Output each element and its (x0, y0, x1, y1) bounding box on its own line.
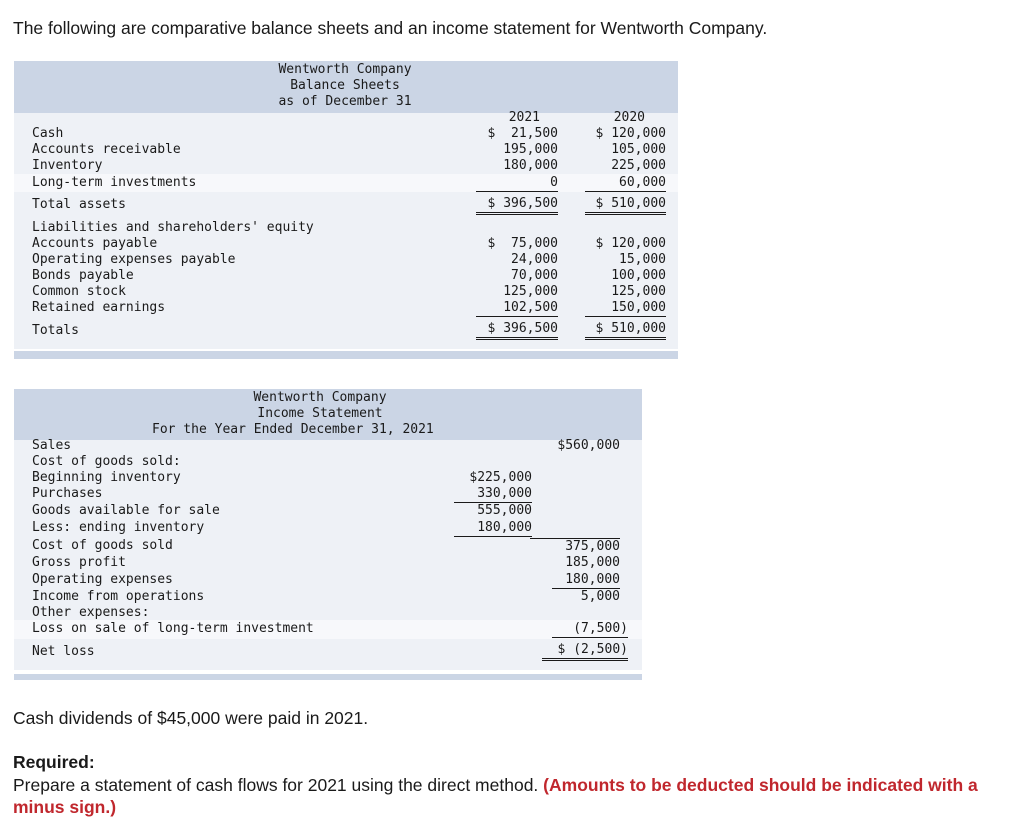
bs-label-bonds-payable: Bonds payable (32, 268, 134, 283)
bs-bonds-2021: 70,000 (511, 268, 558, 283)
bs-label-accounts-payable: Accounts payable (32, 236, 158, 251)
is-label-loss-on-sale: Loss on sale of long-term investment (32, 621, 314, 636)
is-cogs-header: Cost of goods sold: (32, 454, 181, 469)
is-loss-on-sale-value: (7,500) (552, 621, 628, 638)
bs-cash-2021: $ 21,500 (487, 126, 558, 141)
bs-col-2021: 2021 (508, 110, 540, 125)
required-instruction: Prepare a statement of cash flows for 2021 using the direct method. (13, 775, 539, 795)
bs-inventory-2020: 225,000 (611, 158, 666, 173)
bs-label-accounts-receivable: Accounts receivable (32, 142, 181, 157)
bs-ap-2021: $ 75,000 (487, 236, 558, 251)
is-label-operating-expenses: Operating expenses (32, 572, 173, 587)
bs-label-inventory: Inventory (32, 158, 103, 173)
is-label-sales: Sales (32, 438, 72, 453)
is-title-period: For the Year Ended December 31, 2021 (152, 422, 434, 437)
is-goods-available-value: 555,000 (477, 503, 532, 518)
is-operating-expenses-value: 180,000 (552, 572, 620, 589)
is-label-purchases: Purchases (32, 486, 103, 501)
bs-totals-2021: $ 396,500 (476, 321, 558, 340)
is-title-statement: Income Statement (257, 406, 383, 421)
bs-total-assets-2020: $ 510,000 (585, 196, 666, 215)
bs-title-company: Wentworth Company (278, 62, 412, 77)
bs-label-long-term-investments: Long-term investments (32, 175, 197, 190)
bs-label-common-stock: Common stock (32, 284, 126, 299)
bs-lti-2021: 0 (476, 175, 558, 192)
bs-label-totals: Totals (32, 323, 79, 338)
bs-label-retained-earnings: Retained earnings (32, 300, 166, 315)
bs-common-stock-2020: 125,000 (611, 284, 666, 299)
bs-inventory-2021: 180,000 (503, 158, 558, 173)
bs-title-statement: Balance Sheets (290, 78, 400, 93)
required-emphasis: (Amounts to be deducted should be indicated with a minus sign.) (13, 775, 978, 817)
bs-label-cash: Cash (32, 126, 64, 141)
bs-col-2020: 2020 (613, 110, 645, 125)
is-label-net-loss: Net loss (32, 644, 95, 659)
dividends-note: Cash dividends of $45,000 were paid in 2021. (13, 708, 369, 728)
bs-re-2020: 150,000 (585, 300, 666, 317)
is-label-income-from-operations: Income from operations (32, 589, 205, 604)
required-heading: Required: (13, 752, 95, 772)
is-label-gross-profit: Gross profit (32, 555, 126, 570)
is-label-ending-inventory: Less: ending inventory (32, 520, 205, 535)
is-title-company: Wentworth Company (253, 390, 387, 405)
bs-ar-2020: 105,000 (611, 142, 666, 157)
bs-cash-2020: $ 120,000 (595, 126, 666, 141)
is-other-expenses-header: Other expenses: (32, 605, 150, 620)
income-statement-footer-bar (14, 674, 642, 680)
is-sales-value: $560,000 (557, 438, 620, 453)
intro-text: The following are comparative balance sheets and an income statement for Wentworth Company. (13, 18, 768, 38)
required-text (13, 774, 1013, 818)
bs-lti-2020: 60,000 (585, 175, 666, 192)
is-label-cost-of-goods-sold: Cost of goods sold (32, 538, 173, 553)
bs-common-stock-2021: 125,000 (503, 284, 558, 299)
balance-sheet-footer-bar (14, 351, 678, 359)
is-gross-profit-value: 185,000 (565, 555, 620, 570)
bs-oep-2021: 24,000 (511, 252, 558, 267)
bs-label-operating-expenses-payable: Operating expenses payable (32, 252, 236, 267)
is-purchases-value: 330,000 (454, 486, 532, 503)
bs-totals-2020: $ 510,000 (585, 321, 666, 340)
is-ending-inventory-value: 180,000 (454, 520, 532, 537)
is-beginning-inventory-value: $225,000 (469, 470, 532, 485)
bs-title-date: as of December 31 (278, 94, 412, 109)
bs-bonds-2020: 100,000 (611, 268, 666, 283)
bs-ar-2021: 195,000 (503, 142, 558, 157)
is-label-goods-available: Goods available for sale (32, 503, 220, 518)
bs-liabilities-header: Liabilities and shareholders' equity (32, 220, 314, 235)
is-cost-of-goods-sold-value: 375,000 (530, 538, 620, 555)
bs-label-total-assets: Total assets (32, 197, 126, 212)
is-net-loss-value: $ (2,500) (542, 642, 628, 661)
bs-re-2021: 102,500 (476, 300, 558, 317)
is-income-from-operations-value: 5,000 (580, 589, 620, 604)
bs-oep-2020: 15,000 (619, 252, 666, 267)
bs-total-assets-2021: $ 396,500 (476, 196, 558, 215)
bs-ap-2020: $ 120,000 (595, 236, 666, 251)
is-label-beginning-inventory: Beginning inventory (32, 470, 181, 485)
